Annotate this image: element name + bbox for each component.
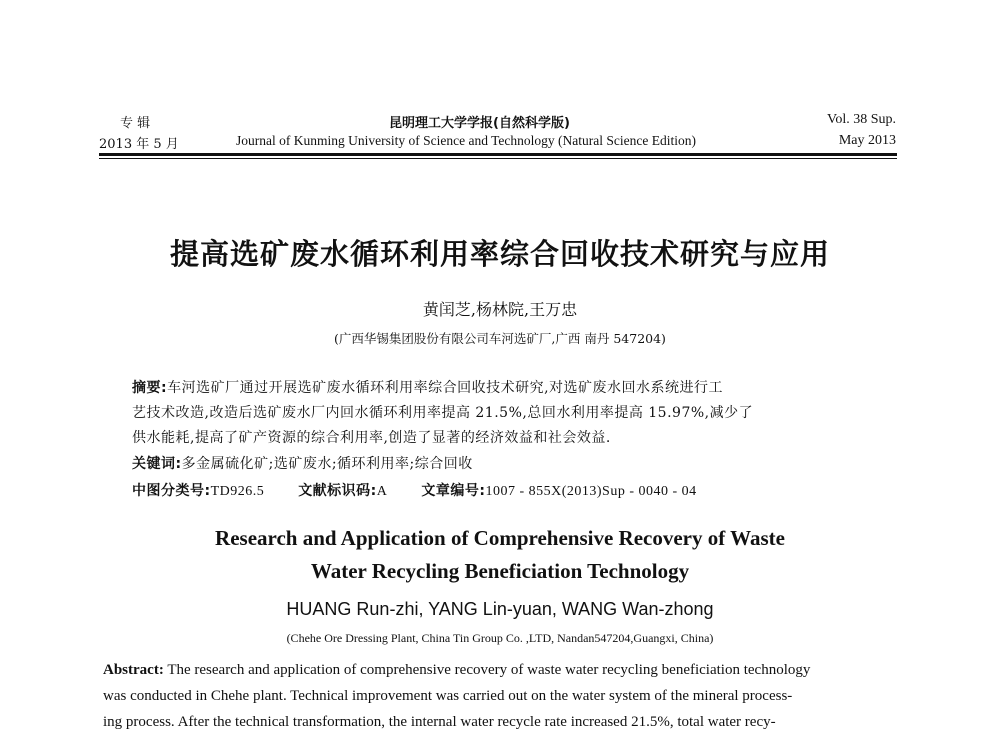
keywords-cn-text: 多金属硫化矿;选矿废水;循环利用率;综合回收	[181, 456, 473, 472]
article-title-cn: 提高选矿废水循环利用率综合回收技术研究与应用	[169, 237, 830, 271]
abstract-en-text1: The research and application of comprehensive recovery of waste water recycling beneficiation technology	[167, 662, 811, 678]
header-special-issue: 专 辑	[120, 116, 151, 131]
journal-title-en: Journal of Kunming University of Science and Technology (Natural Science Edition)	[236, 133, 696, 148]
affiliation-en: (Chehe Ore Dressing Plant, China Tin Group Co. ,LTD, Nandan547204,Guangxi, China)	[286, 631, 714, 645]
article-title-en-line2: Water Recycling Beneficiation Technology	[310, 559, 690, 583]
volume-info: Vol. 38 Sup.	[827, 112, 896, 127]
clc-label: 中图分类号:	[132, 483, 211, 499]
abstract-en-line1	[103, 662, 810, 679]
article-no-label: 文章编号:	[421, 483, 486, 499]
header-date-cn: 2013 年 5 月	[99, 137, 179, 152]
abstract-en-line2: was conducted in Chehe plant. Technical improvement was carried out on the water system of the mineral process-	[103, 688, 793, 704]
authors-cn: 黄闰芝,杨林院,王万忠	[422, 300, 578, 319]
abstract-en-label: Abstract:	[103, 662, 164, 678]
article-no-value: 1007 - 855X(2013)Sup - 0040 - 04	[485, 484, 697, 499]
doc-code-value: A	[376, 484, 388, 499]
abstract-cn-line1	[132, 377, 723, 397]
authors-en: HUANG Run-zhi, YANG Lin-yuan, WANG Wan-zhong	[286, 599, 714, 619]
abstract-cn-line2: 艺技术改造,改造后选矿废水厂内回水循环利用率提高 21.5%,总回水利用率提高 15.97%,减少了	[132, 405, 754, 421]
keywords-cn-label: 关键词:	[132, 456, 182, 472]
abstract-cn-text1: 车河选矿厂通过开展选矿废水循环利用率综合回收技术研究,对选矿废水回水系统进行工	[167, 380, 724, 396]
abstract-en-line3: ing process. After the technical transformation, the internal water recycle rate increased 21.5%, total water recy-	[103, 714, 776, 730]
header-rule-thin	[99, 158, 897, 159]
doc-code-label: 文献标识码:	[298, 483, 377, 499]
journal-title-cn: 昆明理工大学学报(自然科学版)	[389, 116, 570, 131]
classification-line	[132, 480, 697, 500]
clc-value: TD926.5	[210, 484, 265, 499]
header-date-en: May 2013	[838, 133, 896, 148]
abstract-cn-label: 摘要:	[132, 380, 168, 396]
article-title-en-line1: Research and Application of Comprehensive Recovery of Waste	[215, 526, 785, 550]
affiliation-cn: (广西华锡集团股份有限公司车河选矿厂,广西 南丹 547204)	[334, 331, 666, 346]
keywords-cn	[132, 453, 473, 473]
header-rule-thick	[99, 153, 897, 156]
abstract-cn-line3: 供水能耗,提高了矿产资源的综合利用率,创造了显著的经济效益和社会效益.	[132, 430, 611, 446]
